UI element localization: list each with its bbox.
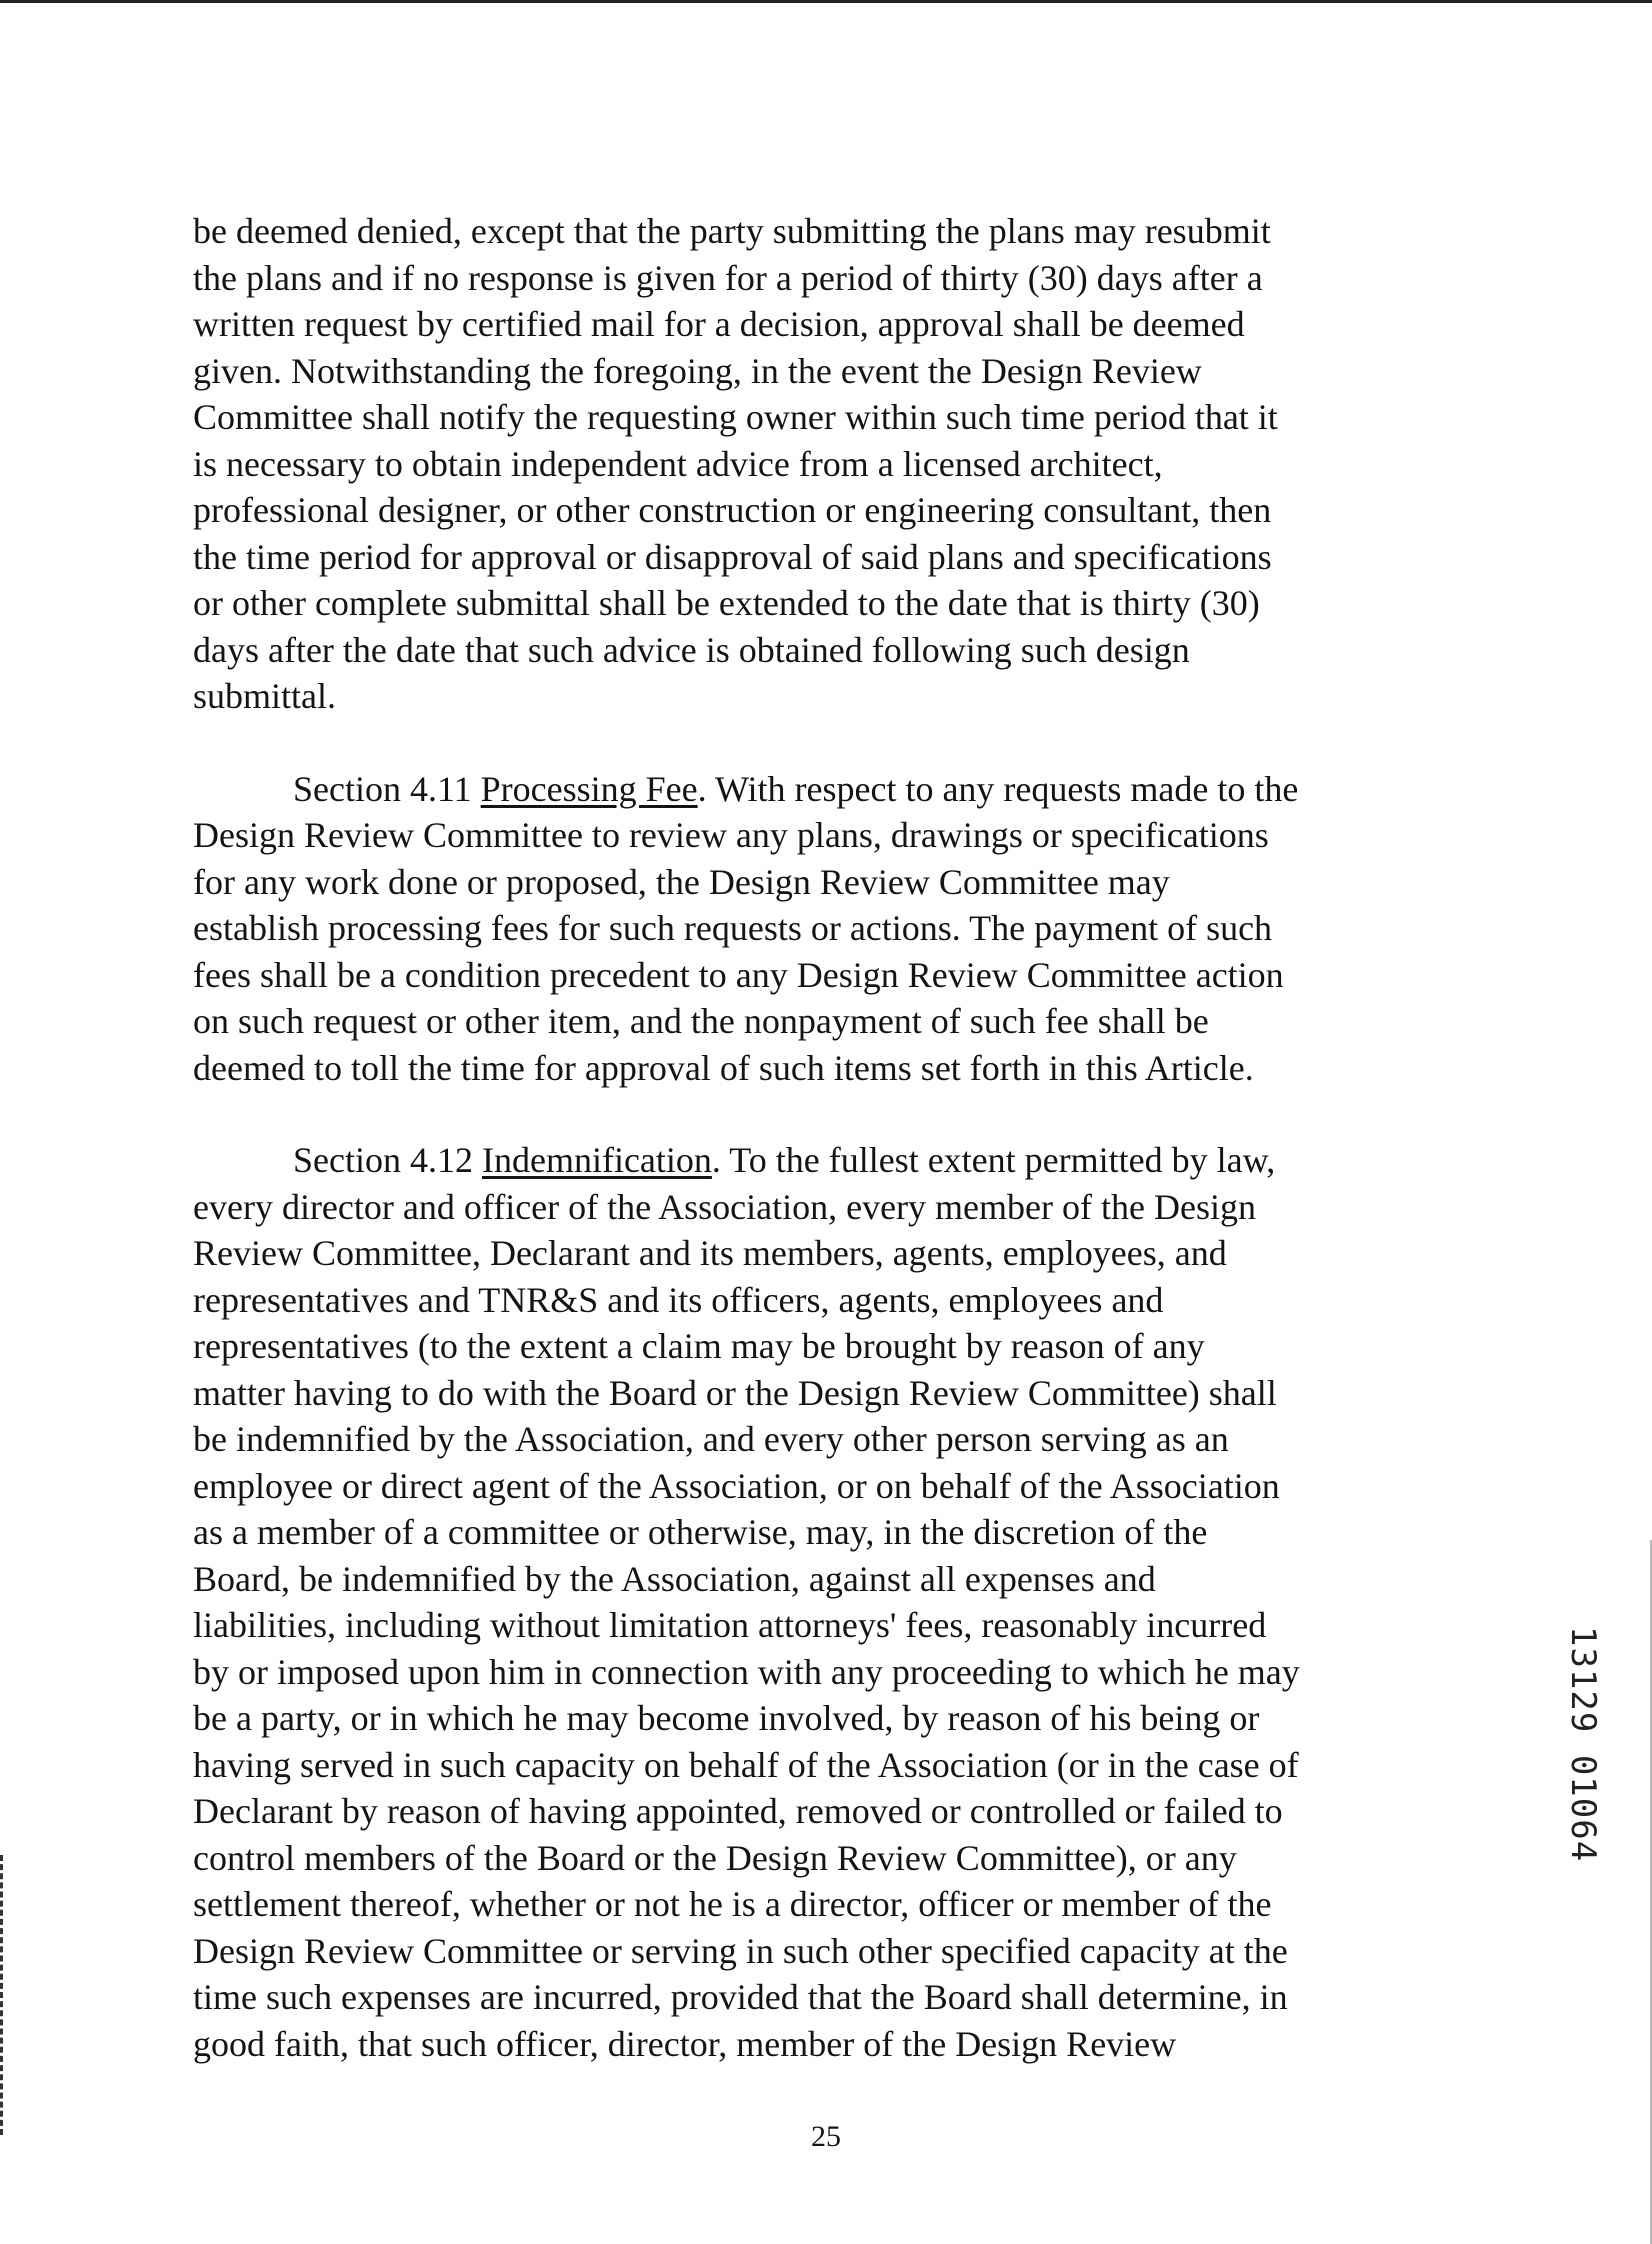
section-number: Section 4.12 [293,1140,473,1180]
text-line: as a member of a committee or otherwise, may, in the discretion of the [193,1512,1208,1552]
text-fragment: . To the fullest extent permitted by law, [711,1140,1276,1180]
text-line: for any work done or proposed, the Design Review Committee may [193,861,1170,902]
section-heading: Indemnification [481,1140,712,1180]
text-line: representatives (to the extent a claim may be brought by reason of any [193,1326,1205,1366]
text-line: fees shall be a condition precedent to any Design Review Committee action [193,954,1284,995]
page-body [193,208,1453,2067]
text-line: Design Review Committee or serving in such other specified capacity at the [193,1930,1288,1971]
text-line: control members of the Board or the Design Review Committee), or any [193,1837,1237,1878]
text-line: representatives and TNR&S and its officers, agents, employees and [193,1279,1164,1320]
text-line: be deemed denied, except that the party submitting the plans may resubmit [193,211,1271,251]
text-line: settlement thereof, whether or not he is a director, officer or member of the [193,1884,1272,1924]
text-line: be a party, or in which he may become involved, by reason of his being or [193,1698,1260,1738]
section-4-12-paragraph [193,1137,1453,2067]
text-line: Board, be indemnified by the Association, against all expenses and [193,1558,1156,1599]
text-line: or other complete submittal shall be extended to the date that is thirty (30) [193,583,1260,623]
section-first-line [193,1137,1453,1184]
paragraph-continuation [193,208,1453,720]
text-line: having served in such capacity on behalf of the Association (or in the case of [193,1744,1299,1785]
paragraph-gap [193,720,1453,766]
text-line: given. Notwithstanding the foregoing, in the event the Design Review [193,350,1202,391]
document-number-stamp [1565,1626,1605,1886]
text-line: professional designer, or other construction or engineering consultant, then [193,490,1272,530]
section-first-line [193,766,1453,813]
text-line: days after the date that such advice is obtained following such design [193,629,1190,670]
text-line: on such request or other item, and the nonpayment of such fee shall be [193,1001,1209,1041]
text-line: matter having to do with the Board or the Design Review Committee) shall [193,1372,1277,1413]
text-line: be indemnified by the Association, and every other person serving as an [193,1419,1229,1459]
text-line: Declarant by reason of having appointed, removed or controlled or failed to [193,1791,1283,1831]
text-line: every director and officer of the Association, every member of the Design [193,1186,1256,1227]
paragraph-gap [193,1091,1453,1137]
text-line: Committee shall notify the requesting owner within such time period that it [193,397,1278,437]
text-line: Review Committee, Declarant and its members, agents, employees, and [193,1233,1227,1273]
text-line: is necessary to obtain independent advice from a licensed architect, [193,443,1163,484]
text-line: Design Review Committee to review any plans, drawings or specifications [193,815,1269,855]
text-line: employee or direct agent of the Association, or on behalf of the Association [193,1465,1280,1506]
scan-top-edge [0,0,1652,3]
text-line: liabilities, including without limitation attorneys' fees, reasonably incurred [193,1605,1267,1645]
text-fragment: . With respect to any requests made to the [697,768,1299,809]
text-line: the time period for approval or disapproval of said plans and specifications [193,536,1272,577]
section-number: Section 4.11 [293,768,472,809]
page-number: 25 [811,2120,841,2153]
text-line: by or imposed upon him in connection with any proceeding to which he may [193,1651,1300,1692]
text-line: good faith, that such officer, director, member of the Design Review [193,2023,1177,2064]
text-line: submittal. [193,676,336,716]
text-line: written request by certified mail for a decision, approval shall be deemed [193,304,1245,344]
scan-left-mark [0,1855,6,2135]
text-line: deemed to toll the time for approval of such items set forth in this Article. [193,1047,1254,1088]
document-number: 13129 01064 [1563,1626,1603,1863]
text-line: time such expenses are incurred, provided that the Board shall determine, in [193,1977,1288,2017]
section-heading: Processing Fee [480,768,698,809]
section-4-11-paragraph [193,766,1453,1092]
text-line: establish processing fees for such requests or actions. The payment of such [193,908,1273,948]
text-line: the plans and if no response is given for a period of thirty (30) days after a [193,257,1263,298]
